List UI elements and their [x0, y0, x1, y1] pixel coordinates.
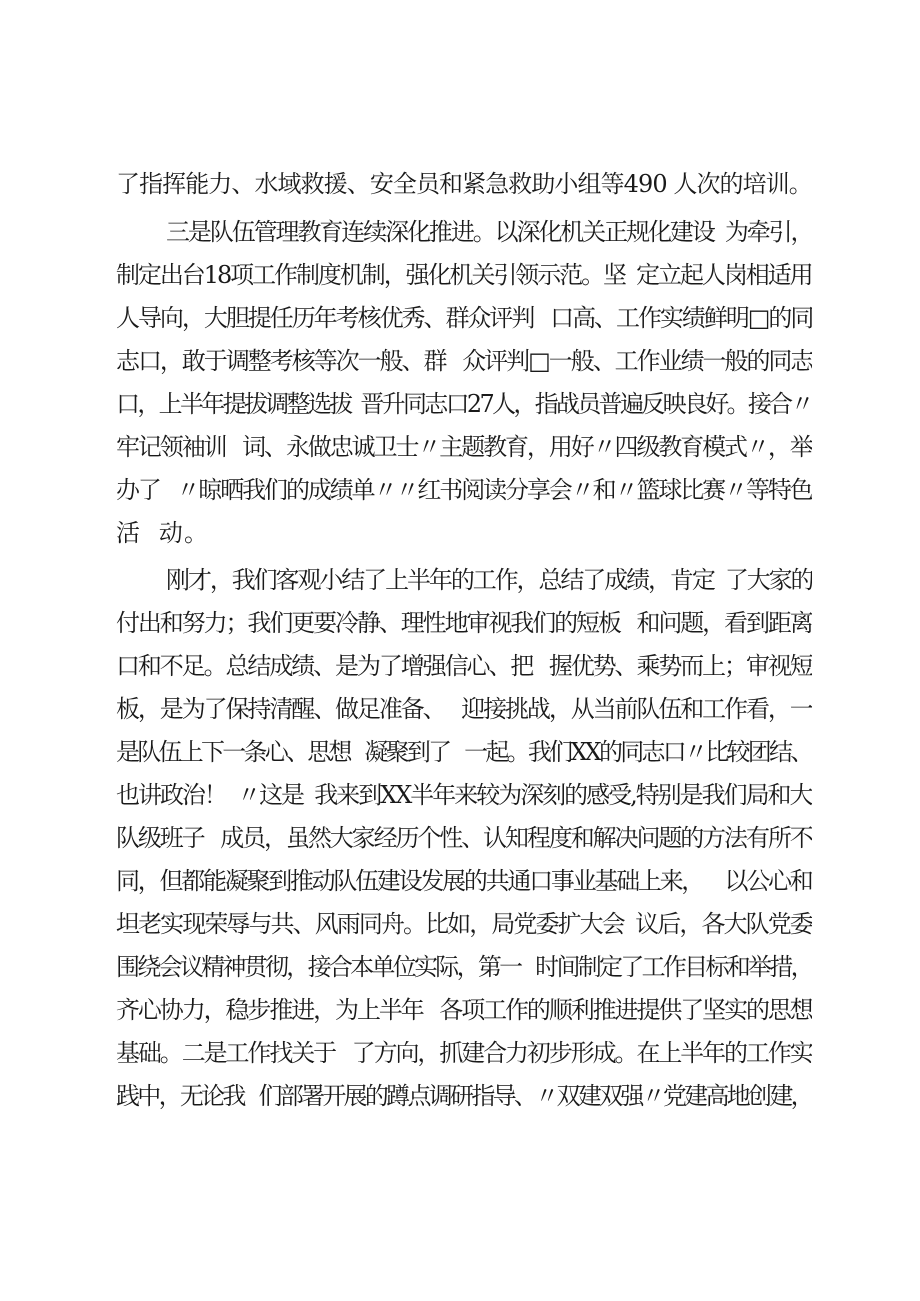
text-line: 志口，敢于调整考核等次一般、群 众评判□一般、工作业绩一般的同志	[116, 347, 812, 375]
text-line: 齐心协力，稳步推进，为上半年 各项工作的顺利推进提供了坚实的思想	[116, 996, 812, 1024]
text-line: 围绕会议精神贯彻，接合本单位实际，第一 时间制定了工作目标和举措，	[116, 953, 812, 981]
text-line: 坦老实现荣辱与共、风雨同舟。比如，局党委扩大会 议后，各大队党委	[116, 910, 812, 938]
text-line: 是队伍上下一条心、思想 凝聚到了 一起。我们XX的同志口〃比较团结、	[116, 738, 812, 766]
text-line: 也讲政治！ 〃这是 我来到XX半年来较为深刻的感受,特别是我们局和大	[116, 781, 812, 809]
text-line: 践中，无论我 们部署开展的蹲点调研指导、〃双建双强〃党建高地创建，	[116, 1082, 812, 1110]
text-line: 制定出台18项工作制度机制，强化机关引领示范。坚 定立起人岗相适用	[116, 261, 812, 289]
text-line: 口，上半年提拔调整选拔 晋升同志口27人，指战员普遍反映良好。接合〃	[116, 390, 812, 418]
text-line: 同，但都能凝聚到推动队伍建设发展的共通口事业基础上来， 以公心和	[116, 867, 812, 895]
text-line: 活 动。	[116, 519, 210, 547]
text-line: 了指挥能力、水域救援、安全员和紧急救助小组等490 人次的培训。	[116, 170, 812, 198]
text-line: 刚才，我们客观小结了上半年的工作，总结了成绩，肯定 了大家的	[166, 566, 812, 594]
text-line: 板，是为了保持清醒、做足准备、 迎接挑战，从当前队伍和工作看，一	[116, 695, 812, 723]
text-line: 办了 〃晾晒我们的成绩单〃〃红书阅读分享会〃和〃篮球比赛〃等特色	[116, 476, 812, 504]
text-line: 基础。二是工作找关于 了方向，抓建合力初步形成。在上半年的工作实	[116, 1039, 812, 1067]
text-line: 三是队伍管理教育连续深化推进。以深化机关正规化建设 为牵引，	[166, 218, 812, 246]
text-line: 队级班子 成员，虽然大家经历个性、认知程度和解决问题的方法有所不	[116, 824, 812, 852]
text-line: 人导向，大胆提任历年考核优秀、群众评判 口高、工作实绩鲜明□的同	[116, 304, 812, 332]
text-line: 口和不足。总结成绩、是为了增强信心、把 握优势、乘势而上；审视短	[116, 652, 812, 680]
text-line: 牢记领袖训 词、永做忠诚卫士〃主题教育，用好〃四级教育模式〃，举	[116, 433, 812, 461]
text-line: 付出和努力；我们更要冷静、理性地审视我们的短板 和问题，看到距离	[116, 609, 812, 637]
